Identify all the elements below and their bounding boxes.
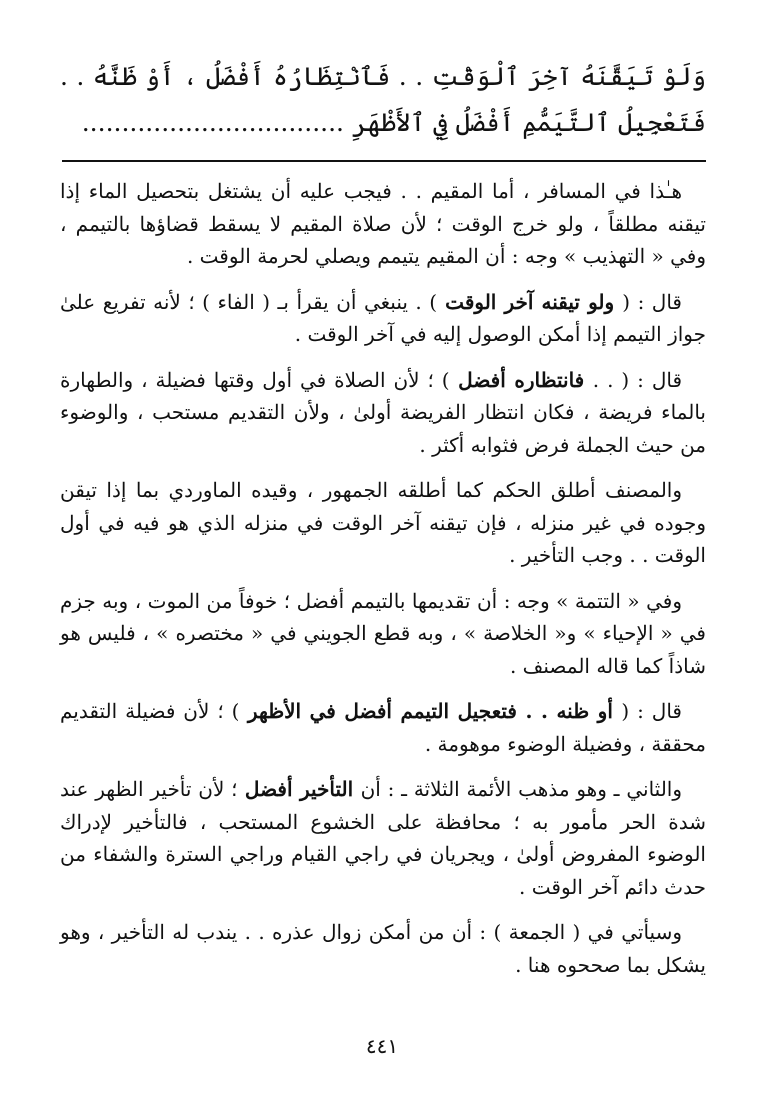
quoted-matn: ولو تيقنه آخر الوقت xyxy=(437,289,623,314)
commentary-paragraph xyxy=(60,474,706,572)
paragraph-text: ) ؛ لأن الصلاة في أول وقتها فضيلة ، والطهارة بالماء فريضة ، فكان انتظار الفريضة أولىٰ ، ولأن التقديم مستحب ، والوضوء من حيث الجملة فرض فثوابه أكثر . xyxy=(60,367,706,457)
commentary xyxy=(60,175,706,994)
paragraph-lead: قال : ( . . xyxy=(592,367,683,392)
commentary-paragraph xyxy=(60,364,706,462)
paragraph-text: والمصنف أطلق الحكم كما أطلقه الجمهور ، وقيده الماوردي بما إذا تيقن وجوده في غير منزله ، فإن تيقنه آخر الوقت في منزله الذي هو فيه في أول الوقت . . وجب التأخير . xyxy=(60,478,706,567)
paragraph-text: وسيأتي في ( الجمعة ) : أن من أمكن زوال عذره . . يندب له التأخير ، وهو يشكل بما صححوه هنا . xyxy=(60,920,706,977)
paragraph-lead: قال : ( xyxy=(622,289,682,314)
commentary-paragraph xyxy=(60,175,706,273)
matn-text xyxy=(60,40,706,146)
matn-line: وَلَوْ تَيَقَّنَهُ آخِرَ ٱلْوَقْتِ . . فَٱنْتِظَارُهُ أَفْضَلُ ، أَوْ ظَنَّهُ . . فَتَعْجِيلُ ٱلتَّيَمُّمِ أَفْضَلُ فِي ٱلأَظْهَرِ xyxy=(60,62,706,137)
emphasis: التأخير أفضل xyxy=(237,777,361,801)
commentary-paragraph xyxy=(60,585,706,683)
commentary-paragraph xyxy=(60,286,706,351)
paragraph-text: ؛ لأن تأخير الظهر عند شدة الحر مأمور به ؛ محافظة على الخشوع المستحب ، فالتأخير لإدراك الوضوء المفروض أولىٰ ، ويجريان في راجي القيام وراجي السترة والشفاء من حدث دائم آخر الوقت . xyxy=(60,777,706,899)
paragraph-lead: والثاني ـ وهو مذهب الأئمة الثلاثة ـ : أن xyxy=(360,777,683,801)
page-number: ٤٤١ xyxy=(365,1034,399,1058)
paragraph-text: وفي « التتمة » وجه : أن تقديمها بالتيمم أفضل ؛ خوفاً من الموت ، وبه جزم في « الإحياء » و« الخلاصة » ، وبه قطع الجويني في « مختصره » ، فليس هو شاذاً كما قاله المصنف . xyxy=(60,588,706,678)
paragraph-lead: قال : ( xyxy=(621,699,682,723)
paragraph-text: ) ؛ لأن فضيلة التقديم محققة ، وفضيلة الوضوء موهومة . xyxy=(60,699,706,756)
matn-dots: ................................. xyxy=(81,108,344,137)
commentary-paragraph xyxy=(60,695,706,760)
commentary-paragraph xyxy=(60,773,706,903)
quoted-matn: أو ظنه . . فتعجيل التيمم أفضل في الأظهر xyxy=(239,699,622,723)
separator-rule xyxy=(62,160,706,162)
quoted-matn: فانتظاره أفضل xyxy=(449,367,593,392)
paragraph-text: ) . ينبغي أن يقرأ بـ ( الفاء ) ؛ لأنه تفريع علىٰ جواز التيمم إذا أمكن الوصول إليه في آخر الوقت . xyxy=(60,289,706,346)
paragraph-text: هـٰذا في المسافر ، أما المقيم . . فيجب عليه أن يشتغل بتحصيل الماء إذا تيقنه مطلقاً ، ولو خرج الوقت ؛ لأن صلاة المقيم لا يسقط قضاؤها بالتيمم ، وفي « التهذيب » وجه : أن المقيم يتيمم ويصلي لحرمة الوقت . xyxy=(60,179,706,268)
commentary-paragraph xyxy=(60,916,706,981)
page-content xyxy=(60,40,706,146)
